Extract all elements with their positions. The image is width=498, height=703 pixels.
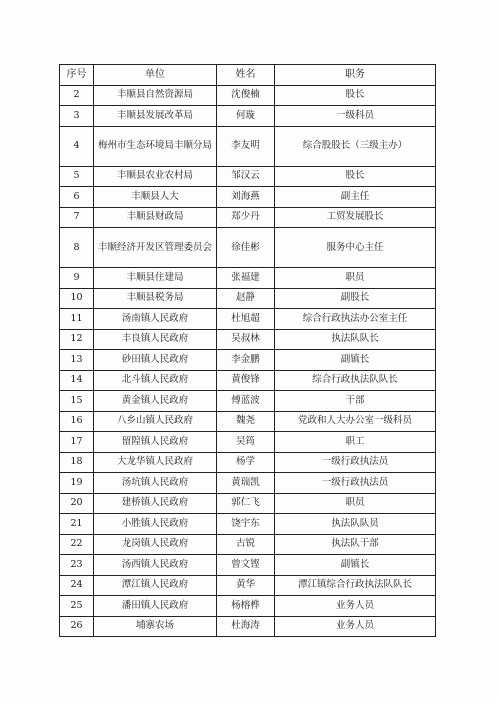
row-number: 6 (60, 187, 94, 208)
header-no: 序号 (60, 65, 94, 86)
name-cell: 郭仁飞 (217, 493, 275, 514)
name-cell: 何璇 (217, 106, 275, 127)
unit-cell: 留隍镇人民政府 (94, 432, 217, 453)
name-cell: 黄华 (217, 575, 275, 596)
title-cell: 职员 (275, 493, 436, 514)
name-cell: 曾文铿 (217, 555, 275, 576)
title-cell: 执法队队员 (275, 514, 436, 535)
table-row (60, 493, 436, 514)
unit-cell: 丰顺县发展改革局 (94, 106, 217, 127)
name-cell: 傅蓝波 (217, 391, 275, 412)
unit-cell: 丰良镇人民政府 (94, 329, 217, 350)
table-row (60, 309, 436, 330)
name-cell: 吴叔林 (217, 329, 275, 350)
table-row (60, 555, 436, 576)
unit-cell: 汤南镇人民政府 (94, 309, 217, 330)
name-cell: 杜海涛 (217, 616, 275, 637)
name-cell: 古锐 (217, 534, 275, 555)
row-number: 5 (60, 166, 94, 187)
unit-cell: 丰顺县税务局 (94, 288, 217, 309)
unit-cell: 小胜镇人民政府 (94, 514, 217, 535)
unit-cell: 汤西镇人民政府 (94, 555, 217, 576)
row-number: 24 (60, 575, 94, 596)
table-row (60, 534, 436, 555)
title-cell: 一级行政执法员 (275, 473, 436, 494)
row-number: 26 (60, 616, 94, 637)
table-row (60, 106, 436, 127)
table-row (60, 596, 436, 617)
unit-cell: 丰顺县财政局 (94, 207, 217, 228)
row-number: 17 (60, 432, 94, 453)
table-row (60, 187, 436, 208)
name-cell: 饶宇东 (217, 514, 275, 535)
unit-cell: 梅州市生态环境局丰顺分局 (94, 126, 217, 166)
table-row (60, 329, 436, 350)
name-cell: 黄瑞凯 (217, 473, 275, 494)
title-cell: 业务人员 (275, 596, 436, 617)
name-cell: 李金鹏 (217, 350, 275, 371)
row-number: 22 (60, 534, 94, 555)
title-cell: 副镇长 (275, 555, 436, 576)
row-number: 16 (60, 411, 94, 432)
table-row (60, 288, 436, 309)
title-cell: 职工 (275, 432, 436, 453)
row-number: 10 (60, 288, 94, 309)
title-cell: 股长 (275, 85, 436, 106)
row-number: 20 (60, 493, 94, 514)
title-cell: 一级行政执法员 (275, 452, 436, 473)
unit-cell: 丰顺县住建局 (94, 268, 217, 289)
table-row (60, 228, 436, 268)
row-number: 21 (60, 514, 94, 535)
row-number: 19 (60, 473, 94, 494)
unit-cell: 丰顺县人大 (94, 187, 217, 208)
name-cell: 沈俊楠 (217, 85, 275, 106)
row-number: 25 (60, 596, 94, 617)
title-cell: 服务中心主任 (275, 228, 436, 268)
table-body (60, 85, 436, 637)
unit-cell: 砂田镇人民政府 (94, 350, 217, 371)
unit-cell: 北斗镇人民政府 (94, 370, 217, 391)
unit-cell: 丰顺县农业农村局 (94, 166, 217, 187)
row-number: 9 (60, 268, 94, 289)
header-unit: 单位 (94, 65, 217, 86)
table-row (60, 85, 436, 106)
row-number: 3 (60, 106, 94, 127)
unit-cell: 丰顺县自然资源局 (94, 85, 217, 106)
unit-cell: 八乡山镇人民政府 (94, 411, 217, 432)
unit-cell: 潭江镇人民政府 (94, 575, 217, 596)
name-cell: 李友明 (217, 126, 275, 166)
row-number: 13 (60, 350, 94, 371)
title-cell: 综合行政执法办公室主任 (275, 309, 436, 330)
row-number: 2 (60, 85, 94, 106)
name-cell: 吴筠 (217, 432, 275, 453)
name-cell: 魏尧 (217, 411, 275, 432)
title-cell: 执法队干部 (275, 534, 436, 555)
title-cell: 副主任 (275, 187, 436, 208)
name-cell: 杜旭超 (217, 309, 275, 330)
unit-cell: 龙岗镇人民政府 (94, 534, 217, 555)
header-name: 姓名 (217, 65, 275, 86)
title-cell: 潭江镇综合行政执法队队长 (275, 575, 436, 596)
name-cell: 邹汉云 (217, 166, 275, 187)
unit-cell: 埔寨农场 (94, 616, 217, 637)
unit-cell: 建桥镇人民政府 (94, 493, 217, 514)
table-row (60, 473, 436, 494)
unit-cell: 黄金镇人民政府 (94, 391, 217, 412)
row-number: 12 (60, 329, 94, 350)
title-cell: 工贸发展股长 (275, 207, 436, 228)
title-cell: 职员 (275, 268, 436, 289)
unit-cell: 汤坑镇人民政府 (94, 473, 217, 494)
title-cell: 综合股股长（三级主办） (275, 126, 436, 166)
title-cell: 业务人员 (275, 616, 436, 637)
name-cell: 黄俊锋 (217, 370, 275, 391)
table-row (60, 370, 436, 391)
table-row (60, 514, 436, 535)
table-row (60, 411, 436, 432)
name-cell: 徐佳彬 (217, 228, 275, 268)
row-number: 14 (60, 370, 94, 391)
personnel-table (59, 64, 436, 637)
row-number: 7 (60, 207, 94, 228)
title-cell: 副镇长 (275, 350, 436, 371)
table-row (60, 575, 436, 596)
name-cell: 杨学 (217, 452, 275, 473)
row-number: 11 (60, 309, 94, 330)
table-row (60, 616, 436, 637)
table-row (60, 126, 436, 166)
row-number: 8 (60, 228, 94, 268)
title-cell: 执法队队长 (275, 329, 436, 350)
row-number: 18 (60, 452, 94, 473)
unit-cell: 丰顺经济开发区管理委员会 (94, 228, 217, 268)
title-cell: 党政和人大办公室一级科员 (275, 411, 436, 432)
name-cell: 张福建 (217, 268, 275, 289)
table-row (60, 207, 436, 228)
name-cell: 郑少丹 (217, 207, 275, 228)
unit-cell: 潘田镇人民政府 (94, 596, 217, 617)
table-row (60, 452, 436, 473)
title-cell: 一级科员 (275, 106, 436, 127)
row-number: 23 (60, 555, 94, 576)
name-cell: 赵静 (217, 288, 275, 309)
title-cell: 干部 (275, 391, 436, 412)
name-cell: 刘海燕 (217, 187, 275, 208)
title-cell: 副股长 (275, 288, 436, 309)
table-row (60, 166, 436, 187)
table-row (60, 350, 436, 371)
table-row (60, 391, 436, 412)
table-row (60, 432, 436, 453)
unit-cell: 大龙华镇人民政府 (94, 452, 217, 473)
row-number: 4 (60, 126, 94, 166)
title-cell: 股长 (275, 166, 436, 187)
header-title: 职务 (275, 65, 436, 86)
row-number: 15 (60, 391, 94, 412)
table-header-row (60, 65, 436, 86)
table-row (60, 268, 436, 289)
title-cell: 综合行政执法队队长 (275, 370, 436, 391)
name-cell: 杨榕桦 (217, 596, 275, 617)
